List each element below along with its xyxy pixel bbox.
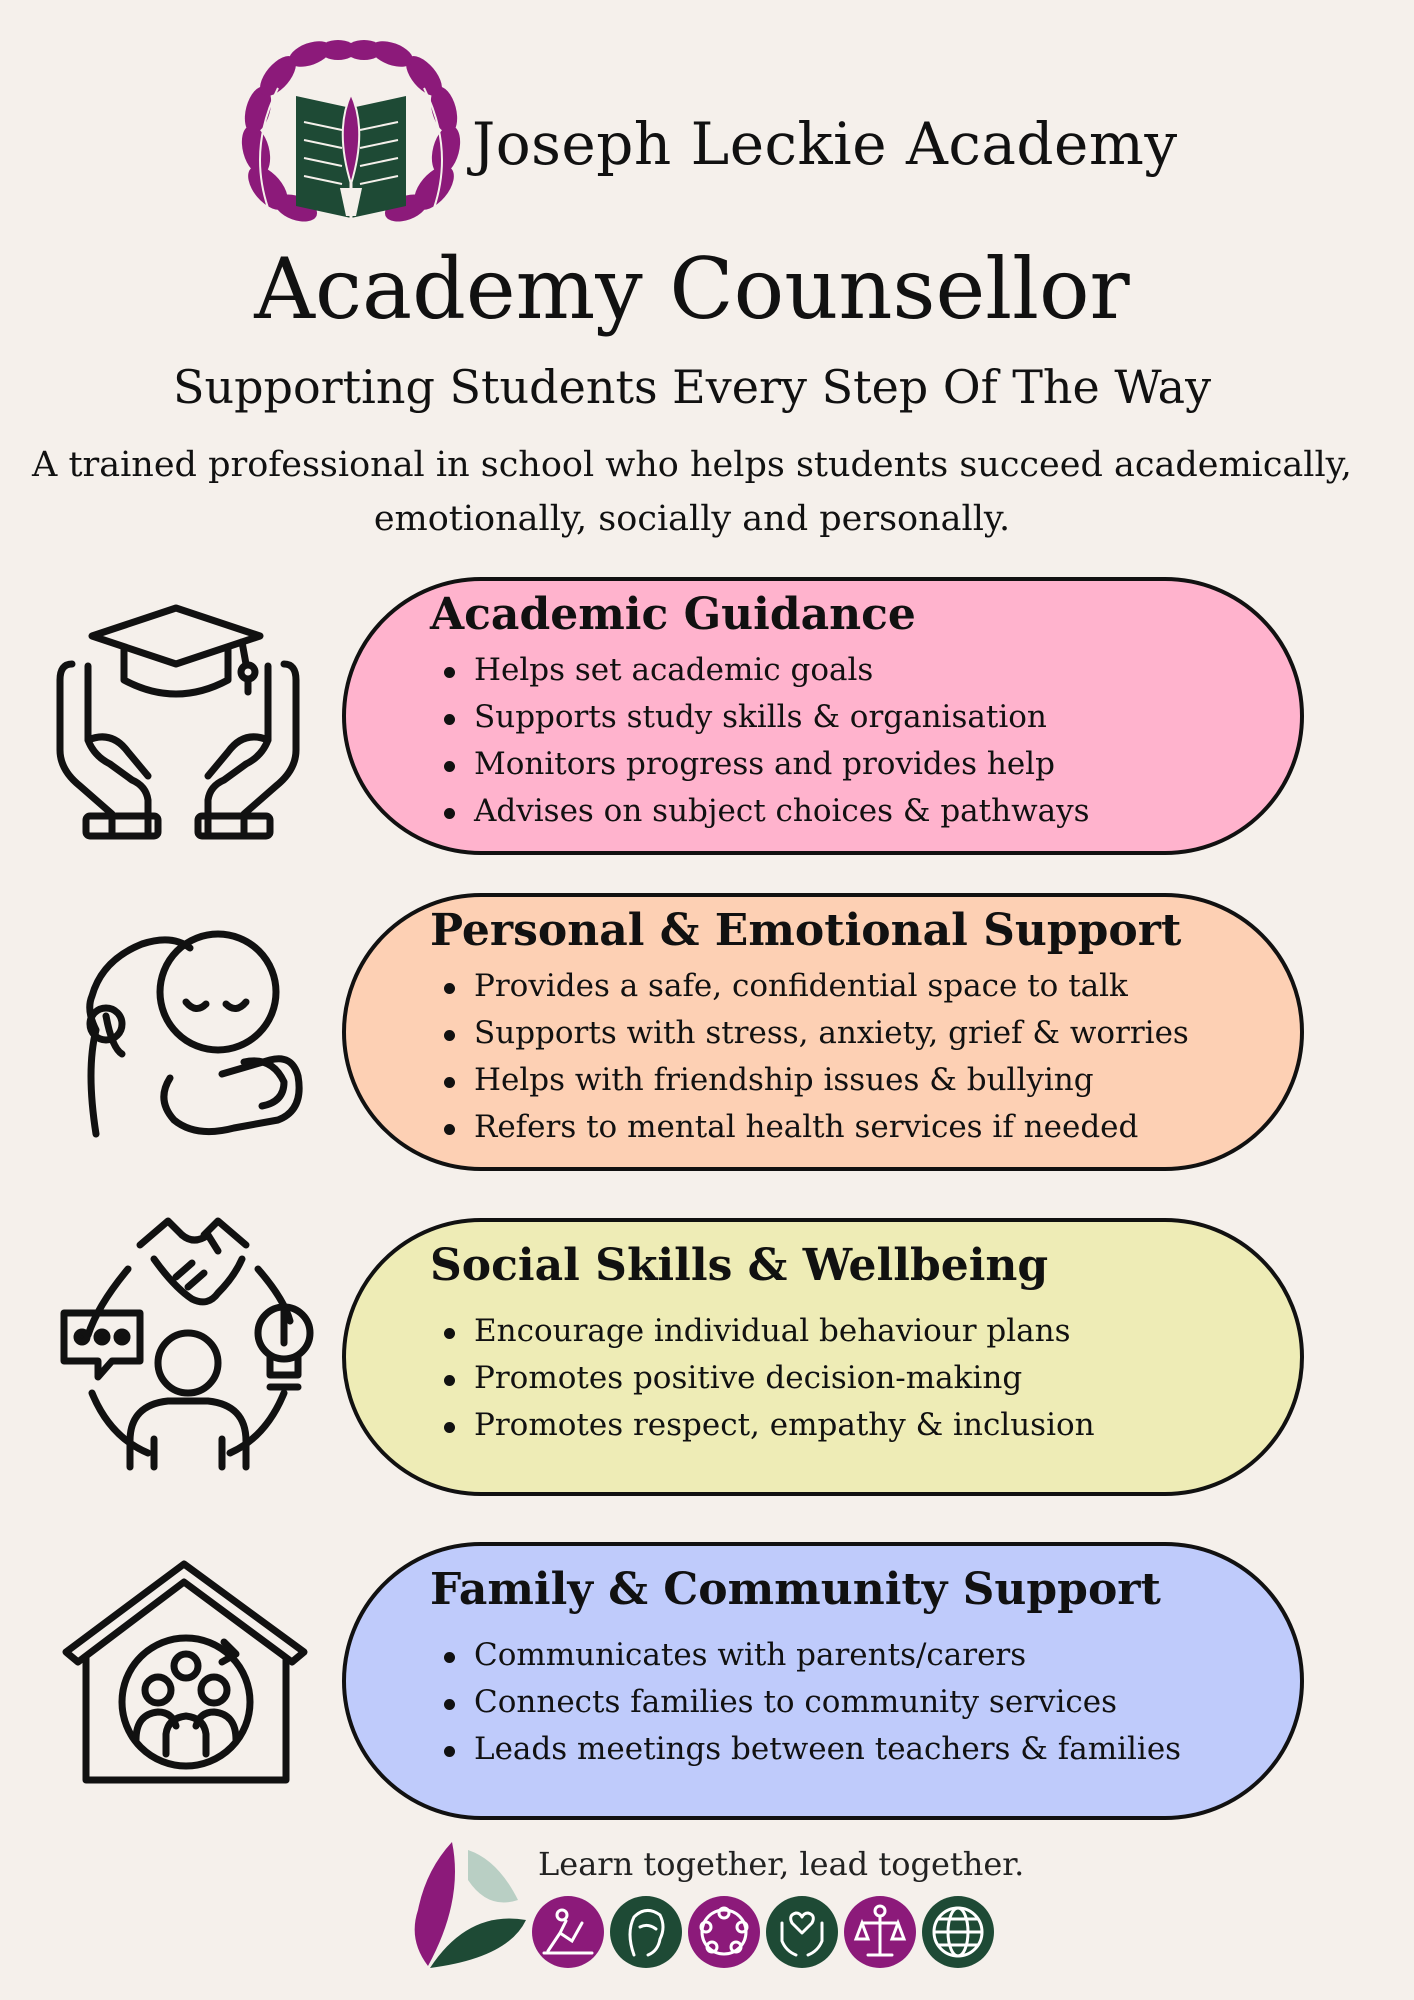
section-list (474, 647, 1090, 835)
heart-hands-icon (766, 1896, 838, 1968)
list-item: Refers to mental health services if needed (474, 1104, 1189, 1151)
section-list (474, 1632, 1181, 1773)
section-list (474, 1308, 1095, 1449)
hands-graduation-cap-icon (52, 600, 302, 850)
activity-icon (532, 1896, 604, 1968)
section-heading: Academic Guidance (430, 589, 916, 640)
list-item: Supports study skills & organisation (474, 694, 1090, 741)
list-item: Communicates with parents/carers (474, 1632, 1181, 1679)
list-item: Helps with friendship issues & bullying (474, 1057, 1189, 1104)
section-social-skills-wellbeing (342, 1218, 1304, 1496)
list-item: Promotes positive decision-making (474, 1355, 1095, 1402)
balance-scale-icon (844, 1896, 916, 1968)
list-item: Connects families to community services (474, 1679, 1181, 1726)
header (0, 30, 1414, 230)
face-profile-icon (610, 1896, 682, 1968)
leaf-logo-icon (408, 1840, 528, 1970)
footer-tagline: Learn together, lead together. (538, 1845, 1025, 1883)
section-personal-emotional-support (342, 893, 1304, 1171)
list-item: Encourage individual behaviour plans (474, 1308, 1095, 1355)
section-heading: Family & Community Support (430, 1564, 1161, 1615)
laurel-book-torch-crest-icon (238, 38, 464, 228)
list-item: Leads meetings between teachers & families (474, 1726, 1181, 1773)
section-heading: Social Skills & Wellbeing (430, 1240, 1049, 1291)
person-handshake-idea-icon (58, 1215, 320, 1471)
list-item: Provides a safe, confidential space to talk (474, 963, 1189, 1010)
page-subtitle: Supporting Students Every Step Of The Way (172, 360, 1212, 414)
footer-badges (530, 1893, 1010, 1971)
community-icon (688, 1896, 760, 1968)
list-item: Promotes respect, empathy & inclusion (474, 1402, 1095, 1449)
section-academic-guidance (342, 577, 1304, 855)
list-item: Helps set academic goals (474, 647, 1090, 694)
section-heading: Personal & Emotional Support (430, 905, 1182, 956)
section-list (474, 963, 1189, 1151)
list-item: Monitors progress and provides help (474, 741, 1090, 788)
intro-text: A trained professional in school who helps students succeed academically, emotionally, socially and personally. (32, 445, 1352, 539)
page-title: Academy Counsellor (254, 240, 1130, 338)
list-item: Advises on subject choices & pathways (474, 788, 1090, 835)
list-item: Supports with stress, anxiety, grief & worries (474, 1010, 1189, 1057)
section-family-community-support (342, 1542, 1304, 1820)
globe-leaf-icon (922, 1896, 994, 1968)
comforting-hug-icon (72, 920, 312, 1150)
house-family-icon (60, 1558, 310, 1788)
school-name: Joseph Leckie Academy (472, 110, 1178, 178)
